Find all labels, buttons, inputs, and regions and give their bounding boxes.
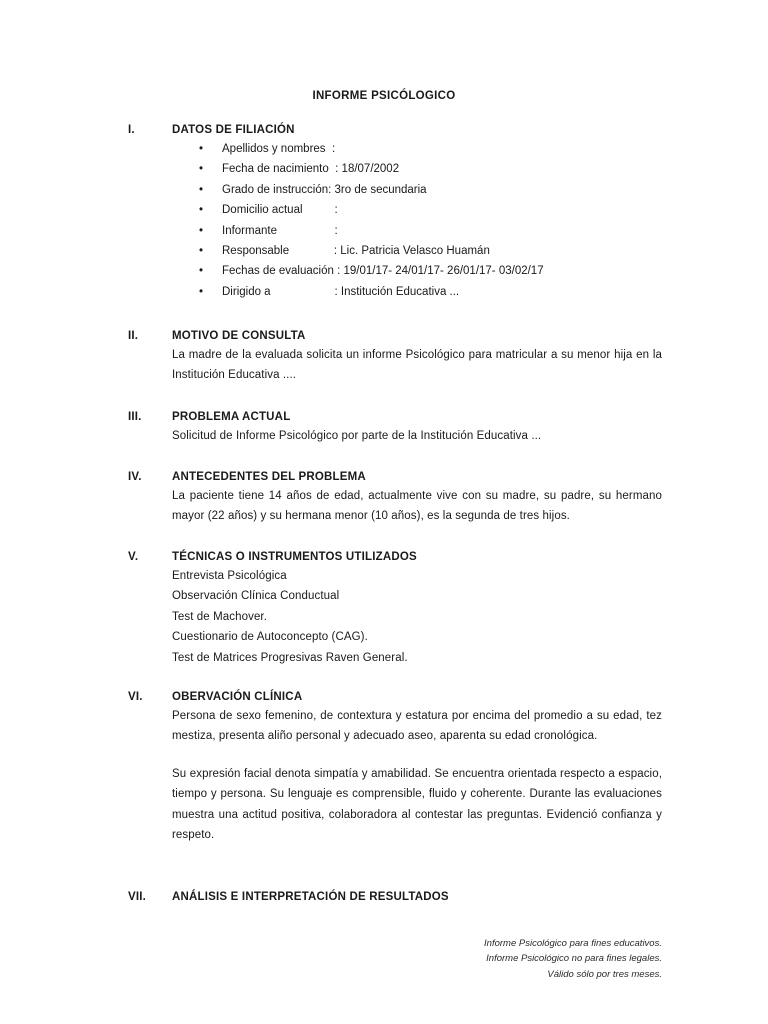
section-title: ANTECEDENTES DEL PROBLEMA [172,471,366,483]
section-observacion-clinica [128,689,662,845]
section-tecnicas-o-instrumentos [128,549,662,668]
section-number: III. [128,411,142,423]
list-item-value: 19/01/17- 24/01/17- 26/01/17- 03/02/17 [343,265,544,278]
list-item-label: Grado de instrucción: [222,183,335,196]
footer-line: Informe Psicológico para fines educativos. [484,938,662,949]
list-item [199,159,662,179]
section-heading [128,549,662,566]
list-item: Observación Clínica Conductual [172,590,340,603]
section-heading [128,689,662,706]
bullet-icon: • [199,142,204,155]
list-item-label: Dirigido a : [222,285,341,298]
section-heading [128,328,662,345]
section-body [172,426,662,446]
list-item-value: 18/07/2002 [341,163,400,176]
section-title: MOTIVO DE CONSULTA [172,330,306,342]
section-heading [128,409,662,426]
section-title: PROBLEMA ACTUAL [172,411,291,423]
bullet-icon: • [199,183,204,196]
section-title: TÉCNICAS O INSTRUMENTOS UTILIZADOS [172,551,417,563]
paragraph: Su expresión facial denota simpatía y amabilidad. Se encuentra orientada respecto a espacio, tiempo y persona. Su lenguaje es comprensible, fluido y coherente. Durante las evaluaciones muestra una actitud positiva, colaboradora al contestar las preguntas. Evidenció confianza y respeto. [172,767,662,842]
section-heading [128,122,662,139]
list-item: Entrevista Psicológica [172,569,287,582]
filiacion-bullet-list [199,139,662,303]
section-number: V. [128,551,139,563]
section-motivo-de-consulta [128,328,662,386]
list-item-value: 3ro de secundaria [334,183,427,196]
section-heading [128,469,662,486]
list-item-label: Fecha de nacimiento : [222,163,342,176]
list-item-label: Domicilio actual : [222,204,338,217]
paragraph: Persona de sexo femenino, de contextura y estatura por encima del promedio a su edad, tez mestiza, presenta aliño personal y adecuado aseo, aparenta su edad cronológica. [172,709,662,743]
section-number: I. [128,124,135,136]
section-problema-actual [128,409,662,446]
footer-line: Informe Psicológico no para fines legales. [486,953,662,965]
section-number: VII. [128,891,147,903]
bullet-icon: • [199,204,204,217]
paragraph: La madre de la evaluada solicita un informe Psicológico para matricular a su menor hija en la Institución Educativa .... [172,348,662,382]
section-antecedentes-del-problema [128,469,662,527]
list-item [199,200,662,220]
section-title: OBERVACIÓN CLÍNICA [172,691,303,703]
list-item: Test de Matrices Progresivas Raven General. [172,651,408,664]
list-item: Test de Machover. [172,610,268,623]
page-title: INFORME PSICÓLOGICO [312,90,456,102]
section-body [172,345,662,386]
list-item [199,221,662,241]
paragraph: Solicitud de Informe Psicológico por parte de la Institución Educativa ... [172,429,542,442]
section-title: DATOS DE FILIACIÓN [172,124,295,136]
section-datos-de-filiacion [128,122,662,302]
bullet-icon: • [199,163,204,176]
list-item: Cuestionario de Autoconcepto (CAG). [172,631,368,644]
page-footer [128,936,662,982]
list-item-value: Lic. Patricia Velasco Huamán [340,245,490,258]
list-item-label: Fechas de evaluación : [222,265,344,278]
section-heading [128,889,662,906]
tecnicas-list [172,566,662,668]
section-body [172,706,662,846]
section-number: II. [128,330,139,342]
bullet-icon: • [199,265,204,278]
list-item-value: Institución Educativa ... [340,285,460,298]
list-item-label: Responsable : [222,245,341,258]
footer-line: Válido sólo por tres meses. [547,968,662,980]
section-body [172,486,662,527]
list-item [199,282,662,302]
paragraph: La paciente tiene 14 años de edad, actualmente vive con su madre, su padre, su hermano mayor (22 años) y su hermana menor (10 años), es la segunda de tres hijos. [172,489,662,523]
bullet-icon: • [199,245,204,258]
list-item [199,139,662,159]
list-item [199,261,662,281]
list-item-label: Apellidos y nombres : [222,142,336,155]
section-number: VI. [128,691,143,703]
bullet-icon: • [199,224,204,237]
list-item [199,180,662,200]
section-analisis-e-interpretacion [128,889,662,906]
list-item [199,241,662,261]
section-number: IV. [128,471,142,483]
section-title: ANÁLISIS E INTERPRETACIÓN DE RESULTADOS [172,891,449,903]
list-item-label: Informante : [222,224,338,237]
bullet-icon: • [199,285,204,298]
